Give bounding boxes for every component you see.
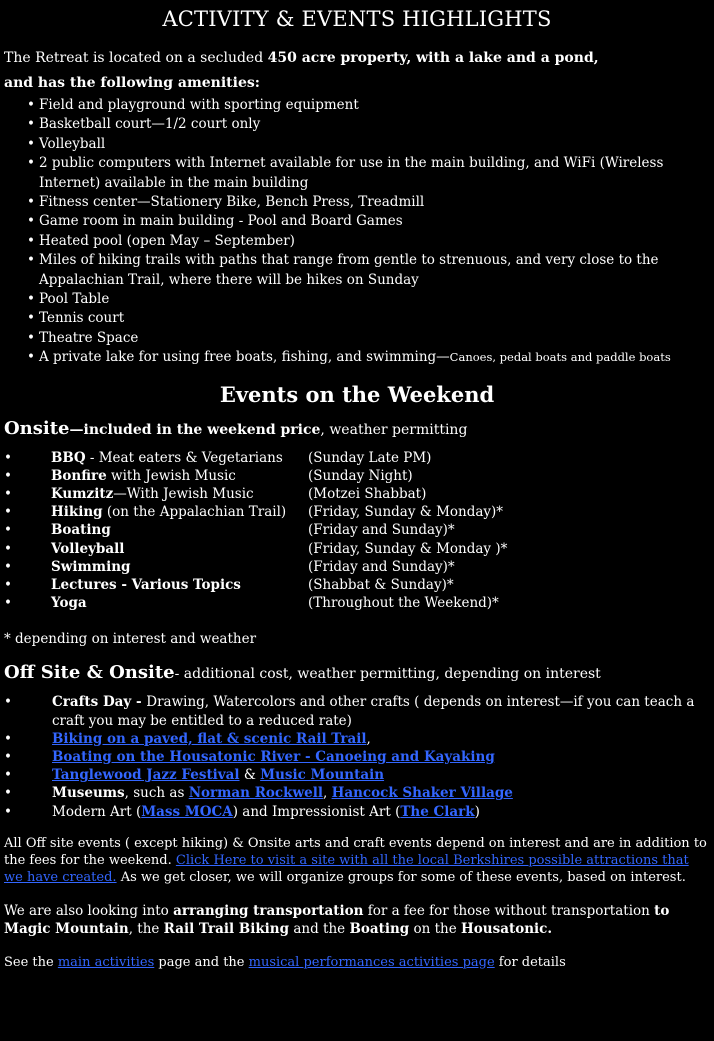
music-mountain-link[interactable]: Music Mountain bbox=[260, 767, 385, 784]
offsite-heading bbox=[4, 664, 710, 683]
amenities-list bbox=[4, 96, 710, 368]
event-name: Kumzitz bbox=[51, 486, 114, 503]
list-item: • Basketball court—1/2 court only bbox=[39, 115, 710, 134]
list-item-museums bbox=[4, 784, 710, 802]
para2-bold: arranging transportation bbox=[173, 902, 364, 919]
event-cell bbox=[51, 540, 308, 558]
para2-bold: to Magic Mountain bbox=[4, 902, 670, 937]
bullet: • bbox=[4, 522, 12, 539]
event-cell bbox=[51, 503, 308, 521]
event-name: Hiking bbox=[51, 504, 103, 521]
event-cell bbox=[51, 449, 308, 467]
event-cell bbox=[51, 558, 308, 576]
event-name: Swimming bbox=[51, 558, 131, 575]
events-heading: Events on the Weekend bbox=[219, 381, 495, 407]
list-item: • Tennis court bbox=[39, 309, 710, 328]
event-when: (Sunday Late PM) bbox=[308, 449, 432, 466]
onsite-dash: — bbox=[69, 421, 84, 438]
tanglewood-link[interactable]: Tanglewood Jazz Festival bbox=[52, 767, 240, 784]
intro-text bbox=[4, 46, 710, 96]
bullet: • bbox=[4, 558, 12, 575]
bullet: • bbox=[4, 504, 12, 521]
onsite-label: Onsite bbox=[4, 417, 70, 439]
museums-text: , such as bbox=[124, 785, 189, 802]
ampersand: & bbox=[239, 767, 261, 784]
page-title: ACTIVITY & EVENTS HIGHLIGHTS bbox=[162, 7, 552, 31]
intro-part: The Retreat is located on a secluded bbox=[4, 50, 268, 66]
comma: , bbox=[322, 785, 332, 802]
event-cell bbox=[51, 521, 308, 539]
table-row bbox=[4, 521, 507, 539]
onsite-events-table bbox=[4, 449, 507, 613]
event-name: Yoga bbox=[51, 595, 87, 612]
event-when: (Friday and Sunday)* bbox=[308, 558, 455, 575]
event-cell bbox=[51, 485, 308, 503]
biking-after: , bbox=[366, 730, 371, 747]
offsite-label: Off Site & Onsite bbox=[4, 662, 175, 684]
event-when: (Shabbat & Sunday)* bbox=[308, 577, 454, 593]
onsite-rest: , weather permitting bbox=[320, 421, 468, 438]
para2-text: We are also looking into bbox=[4, 902, 174, 919]
event-extra: - Meat eaters & Vegetarians bbox=[85, 449, 283, 466]
onsite-heading bbox=[4, 417, 710, 439]
crafts-text: Drawing, Watercolors and other crafts ( depends on interest—if you can teach a craft you may be entitled to a reduced rate) bbox=[52, 694, 695, 729]
event-name: Volleyball bbox=[51, 540, 125, 557]
modern-art-text: Modern Art ( bbox=[52, 803, 142, 820]
musical-performances-link[interactable]: musical performances activities page bbox=[248, 954, 495, 970]
para1-text2: As we get closer, we will organize groups for some of these events, based on interest. bbox=[116, 869, 686, 885]
list-item: • Volleyball bbox=[39, 135, 710, 154]
see-also-paragraph bbox=[4, 954, 710, 971]
list-item: • Game room in main building - Pool and Board Games bbox=[39, 212, 710, 231]
table-row bbox=[4, 576, 507, 594]
table-row bbox=[4, 449, 507, 467]
offsite-list bbox=[4, 693, 710, 820]
para2-text: on the bbox=[409, 920, 462, 937]
bullet: • bbox=[4, 595, 12, 612]
offsite-paragraph bbox=[4, 835, 710, 886]
bullet: • bbox=[4, 577, 12, 593]
event-name: Lectures - Various Topics bbox=[51, 577, 241, 593]
event-when: (Friday, Sunday & Monday )* bbox=[308, 540, 508, 557]
list-item-crafts bbox=[4, 693, 710, 729]
intro-bold: 450 acre property, with a lake and a pond, bbox=[267, 50, 599, 66]
para3-text: See the bbox=[4, 954, 58, 970]
list-item-art bbox=[4, 803, 710, 821]
museums-label: Museums bbox=[52, 785, 125, 802]
list-item-lake bbox=[39, 348, 710, 367]
list-item: • Field and playground with sporting equipment bbox=[39, 96, 710, 115]
the-clark-link[interactable]: The Clark bbox=[400, 803, 475, 820]
list-item: • Miles of hiking trails with paths that range from gentle to strenuous, and very close to the Appalachian Trail, where there will be hikes on Sunday bbox=[39, 251, 710, 290]
table-row bbox=[4, 594, 507, 612]
list-item: • Heated pool (open May – September) bbox=[39, 232, 710, 251]
para1-text1: All Off site events ( except hiking) & Onsite arts and craft events depend on interest and are in addition to the fees for the weekend. bbox=[4, 835, 707, 868]
event-extra: —With Jewish Music bbox=[113, 486, 254, 503]
list-item: • Pool Table bbox=[39, 290, 710, 309]
list-item: • Fitness center—Stationery Bike, Bench Press, Treadmill bbox=[39, 193, 710, 212]
event-when: (Friday and Sunday)* bbox=[308, 522, 455, 539]
event-when: (Motzei Shabbat) bbox=[308, 486, 427, 503]
list-item: • Theatre Space bbox=[39, 329, 710, 348]
event-cell bbox=[51, 467, 308, 485]
para2-bold: Housatonic. bbox=[461, 920, 553, 937]
boating-link[interactable]: Boating on the Housatonic River - Canoeing and Kayaking bbox=[52, 748, 495, 765]
close-paren: ) bbox=[474, 803, 480, 820]
event-when: (Throughout the Weekend)* bbox=[308, 595, 499, 612]
onsite-bold: included in the weekend price bbox=[83, 421, 321, 438]
intro-line2: and has the following amenities: bbox=[4, 75, 260, 91]
para2-bold: Boating bbox=[349, 920, 410, 937]
offsite-rest: - additional cost, weather permitting, depending on interest bbox=[174, 666, 601, 683]
table-row bbox=[4, 540, 507, 558]
transport-paragraph bbox=[4, 902, 710, 938]
list-item: • 2 public computers with Internet available for use in the main building, and WiFi (Wireless Internet) available in the main building bbox=[39, 154, 710, 193]
biking-link[interactable]: Biking on a paved, flat & scenic Rail Trail bbox=[52, 730, 367, 747]
bullet: • bbox=[4, 540, 12, 557]
event-name: Bonfire bbox=[51, 467, 107, 484]
bullet: • bbox=[4, 449, 12, 466]
hancock-shaker-link[interactable]: Hancock Shaker Village bbox=[331, 785, 513, 802]
event-extra: (on the Appalachian Trail) bbox=[102, 504, 287, 521]
list-item-music bbox=[4, 766, 710, 784]
para2-text: and the bbox=[289, 920, 350, 937]
para3-text: for details bbox=[494, 954, 566, 970]
para3-text: page and the bbox=[154, 954, 249, 970]
event-cell bbox=[51, 594, 308, 612]
list-item-biking bbox=[4, 730, 710, 748]
berkshires-link[interactable]: Click Here to visit a site with all the local Berkshires possible attractions that we have created. bbox=[4, 852, 689, 885]
list-item-boating bbox=[4, 748, 710, 766]
bullet: • bbox=[4, 467, 12, 484]
table-row bbox=[4, 558, 507, 576]
event-when: (Sunday Night) bbox=[308, 467, 413, 484]
table-row bbox=[4, 467, 507, 485]
lake-small: Canoes, pedal boats and paddle boats bbox=[449, 350, 671, 365]
table-row bbox=[4, 503, 507, 521]
impressionist-text: ) and Impressionist Art ( bbox=[232, 803, 401, 820]
main-activities-link[interactable]: main activities bbox=[57, 954, 155, 970]
event-name: BBQ bbox=[51, 449, 86, 466]
footnote: * depending on interest and weather bbox=[4, 631, 257, 648]
norman-rockwell-link[interactable]: Norman Rockwell bbox=[188, 785, 323, 802]
mass-moca-link[interactable]: Mass MOCA bbox=[141, 803, 233, 820]
para2-text: , the bbox=[128, 920, 164, 937]
event-cell bbox=[51, 576, 308, 594]
event-when: (Friday, Sunday & Monday)* bbox=[308, 504, 504, 521]
crafts-label: Crafts Day - bbox=[52, 694, 147, 711]
event-name: Boating bbox=[51, 522, 111, 539]
para2-bold: Rail Trail Biking bbox=[163, 920, 290, 937]
event-extra: with Jewish Music bbox=[106, 467, 236, 484]
lake-main: A private lake for using free boats, fishing, and swimming— bbox=[39, 349, 450, 366]
bullet: • bbox=[4, 486, 12, 503]
para2-text: for a fee for those without transportation bbox=[363, 902, 655, 919]
table-row bbox=[4, 485, 507, 503]
